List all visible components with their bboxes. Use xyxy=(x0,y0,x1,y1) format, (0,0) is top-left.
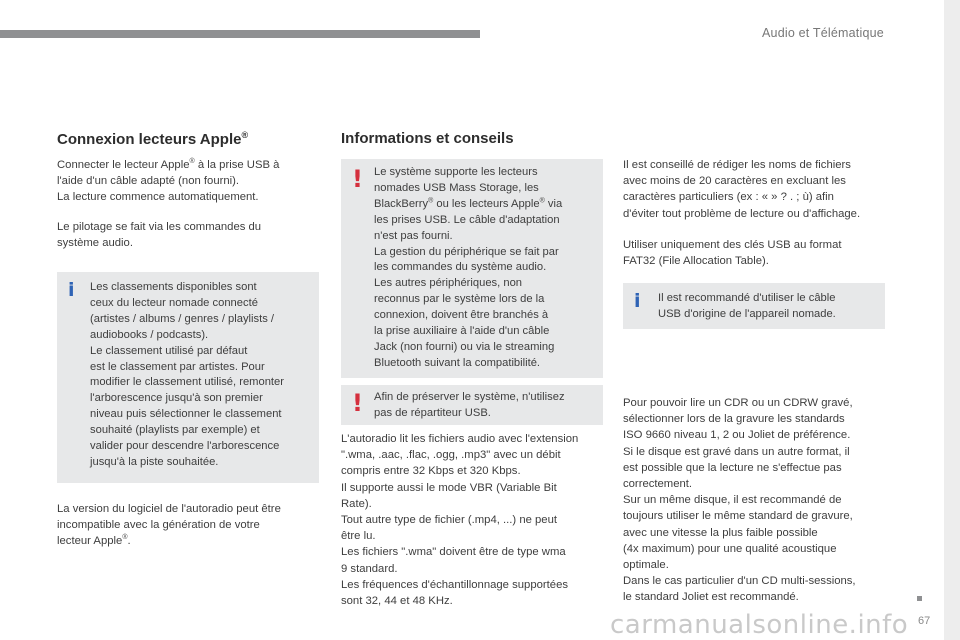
warning-box-usb-support xyxy=(341,159,603,378)
info-box-classifications xyxy=(57,272,319,483)
paragraph-cd-burning: Pour pouvoir lire un CDR ou un CDRW gravé, sélectionner lors de la gravure les standards ISO 9660 niveau 1, 2 ou Joliet de préférence. Si le disque est gravé dans un autre format, il est possible que la lecture ne s'effectue pas correctement. Sur un même disque, il est recommandé de toujours utiliser le même standard de gravure, avec une vitesse la plus faible possible (4x maximum) pour une qualité acoustique optimale. Dans le cas particulier d'un CD multi-sessions, le standard Joliet est recommandé. xyxy=(623,397,856,604)
warning-box-usb-splitter-text: Afin de préserver le système, n'utilisez pas de répartiteur USB. xyxy=(374,391,565,419)
warning-box-usb-splitter xyxy=(341,385,603,425)
paragraph-audio-formats: L'autoradio lit les fichiers audio avec l'extension ".wma, .aac, .flac, .ogg, .mp3" avec un débit compris entre 32 Kbps et 320 Kbps. Il supporte aussi le mode VBR (Variable Bit Rate). Tout autre type de fichier (.mp4, ...) ne peut être lu. Les fichiers ".wma" doivent être de type wma 9 standard. Les fréquences d'échantillonnage supportées sont 32, 44 et 48 KHz. xyxy=(341,433,579,608)
paragraph-connect-apple: Connecter le lecteur Apple® à la prise USB à l'aide d'un câble adapté (non fourni). La lecture commence automatiquement. xyxy=(57,158,280,204)
header-bar xyxy=(0,30,480,38)
title-apple-connection: Connexion lecteurs Apple® xyxy=(57,130,249,148)
info-icon: i xyxy=(634,290,641,312)
info-box-usb-cable xyxy=(623,283,885,329)
title-info-advice: Informations et conseils xyxy=(341,130,514,147)
warning-icon: ! xyxy=(352,165,363,193)
section-title: Audio et Télématique xyxy=(762,26,884,40)
info-icon: i xyxy=(68,279,75,301)
paragraph-control: Le pilotage se fait via les commandes du système audio. xyxy=(57,221,262,250)
paragraph-software-version: La version du logiciel de l'autoradio peut être incompatible avec la génération de votre lecteur Apple®. xyxy=(57,503,281,548)
info-box-usb-cable-text: Il est recommandé d'utiliser le câble USB d'origine de l'appareil nomade. xyxy=(658,292,836,320)
page-number: 67 xyxy=(918,615,931,627)
warning-icon: ! xyxy=(352,389,363,417)
paragraph-usb-format: Utiliser uniquement des clés USB au format FAT32 (File Allocation Table). xyxy=(623,239,842,268)
end-mark xyxy=(917,596,922,601)
paragraph-file-names: Il est conseillé de rédiger les noms de fichiers avec moins de 20 caractères en excluant les caractères particuliers (ex : « » ? . ; ù) afin d'éviter tout problème de lecture ou d'affichage. xyxy=(623,159,861,220)
info-box-classifications-text: Les classements disponibles sont ceux du lecteur nomade connecté (artistes / albums / genres / playlists / audiobooks / podcasts). Le classement utilisé par défaut est le classement par artistes. Pour modifier le classement utilisé, remonter l'arborescence jusqu'à son premier niveau puis sélectionner le classement souhaité (playlists par exemple) et valider pour descendre l'arborescence jusqu'à la piste souhaitée. xyxy=(90,281,284,468)
watermark: carmanualsonline.info xyxy=(610,610,909,640)
warning-box-usb-support-text: Le système supporte les lecteurs nomades USB Mass Storage, les BlackBerry® ou les lecteurs Apple® via les prises USB. Le câble d'adaptation n'est pas fourni. La gestion du périphérique se fait par les commandes du système audio. Les autres périphériques, non reconnus par le système lors de la connexion, doivent être branchés à la prise auxiliaire à l'aide d'un câble Jack (non fourni) ou via le streaming Bluetooth suivant la compatibilité. xyxy=(374,166,563,369)
page-edge-bar xyxy=(944,0,960,640)
